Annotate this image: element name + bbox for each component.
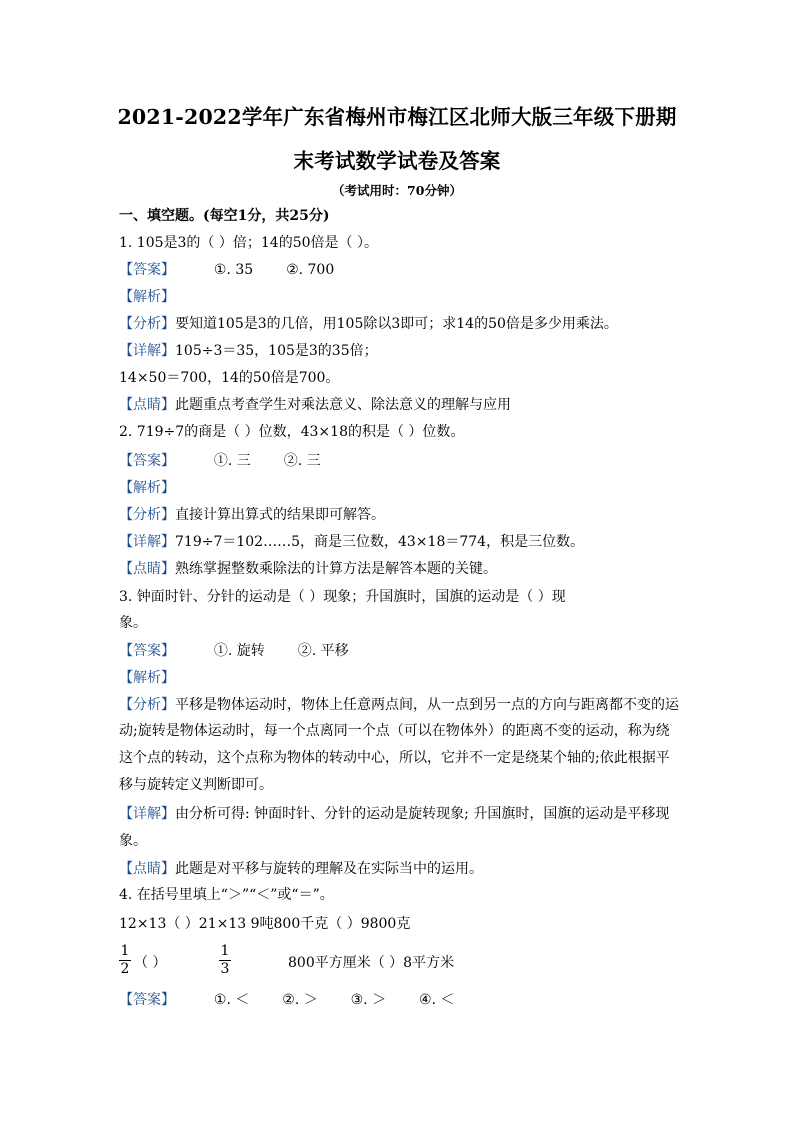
question-3-line-2: 象。	[119, 615, 147, 631]
q2-dianjing-text: 熟练掌握整数乘除法的计算方法是解答本题的关键。	[175, 561, 497, 577]
q3-fenxi	[119, 696, 679, 714]
q4-answer-4: ④. ＜	[418, 992, 455, 1008]
q3-analysis-label: 【解析】	[119, 670, 175, 686]
q4-row-2-blank: （ ）	[134, 955, 167, 971]
q4-answer-2: ②. ＞	[282, 992, 318, 1008]
q4-row-2-right: 800平方厘米（ ）8平方米	[288, 955, 455, 971]
xiangjie-label: 【详解】	[119, 343, 175, 359]
dianjing-label: 【点睛】	[119, 397, 175, 413]
exam-duration: （考试用时：70分钟）	[332, 183, 462, 198]
q1-answer-2: ②. 700	[286, 262, 335, 278]
q1-xiangjie-text-1: 105÷3＝35，105是3的35倍；	[175, 343, 378, 359]
q3-fenxi-text-2: 动;旋转是物体运动时，每一个点离同一个点（可以在物体外）的距离不变的运动，称为绕	[119, 723, 670, 739]
q2-dianjing	[119, 560, 497, 578]
fraction-numerator: 1	[220, 943, 230, 959]
xiangjie-label: 【详解】	[119, 534, 175, 550]
answer-label: 【答案】	[119, 992, 175, 1008]
q2-answer-1: ①. 三	[213, 453, 251, 469]
dianjing-label: 【点睛】	[119, 861, 175, 877]
q3-fenxi-text-4: 移与旋转定义判断即可。	[119, 777, 273, 793]
q3-answer-2: ②. 平移	[297, 643, 349, 659]
q3-answer-1: ①. 旋转	[213, 643, 265, 659]
q3-dianjing	[119, 860, 483, 878]
fraction-denominator: 2	[120, 961, 130, 977]
q3-xiangjie-text-2: 象。	[119, 833, 147, 849]
fraction-numerator: 1	[120, 943, 130, 959]
fenxi-label: 【分析】	[119, 316, 175, 332]
document-title-line-2: 末考试数学试卷及答案	[293, 149, 501, 173]
xiangjie-label: 【详解】	[119, 806, 175, 822]
document-title-line-1: 2021-2022学年广东省梅州市梅江区北师大版三年级下册期	[117, 105, 677, 129]
fraction-one-third	[219, 944, 231, 977]
q2-xiangjie-text: 719÷7＝102……5，商是三位数，43×18＝774，积是三位数。	[175, 534, 585, 550]
answer-label: 【答案】	[119, 262, 175, 278]
q1-dianjing	[119, 396, 511, 414]
q1-fenxi-text: 要知道105是3的几倍，用105除以3即可；求14的50倍是多少用乘法。	[175, 316, 618, 332]
q1-analysis-label: 【解析】	[119, 289, 175, 305]
question-4: 4. 在括号里填上“＞”“＜”或“＝”。	[119, 887, 334, 903]
question-2: 2. 719÷7的商是（ ）位数，43×18的积是（ ）位数。	[119, 424, 465, 440]
q1-answer	[119, 261, 334, 279]
answer-label: 【答案】	[119, 643, 175, 659]
q4-answer-3: ③. ＞	[350, 992, 387, 1008]
fenxi-label: 【分析】	[119, 697, 175, 713]
q3-fenxi-text-1: 平移是物体运动时，物体上任意两点间，从一点到另一点的方向与距离都不变的运	[175, 697, 679, 713]
q1-xiangjie-text-2: 14×50＝700，14的50倍是700。	[119, 370, 340, 386]
q3-xiangjie-text-1: 由分析可得: 钟面时针、分针的运动是旋转现象; 升国旗时，国旗的运动是平移现	[175, 806, 670, 822]
q1-answer-1: ①. 35	[213, 262, 254, 278]
q4-row-1: 12×13（ ）21×13 9吨800千克（ ）9800克	[119, 916, 411, 932]
q1-fenxi	[119, 315, 618, 333]
q2-xiangjie	[119, 533, 584, 551]
q1-xiangjie	[119, 342, 378, 360]
section-heading: 一、填空题。(每空1分，共25分)	[119, 208, 330, 224]
q2-fenxi	[119, 506, 385, 524]
q3-answer	[119, 642, 349, 660]
fraction-denominator: 3	[220, 961, 230, 977]
q3-fenxi-text-3: 这个点的转动，这个点称为物体的转动中心，所以，它并不一定是绕某个轴的;依此根据平	[119, 750, 670, 766]
q4-answer	[119, 991, 454, 1009]
q2-fenxi-text: 直接计算出算式的结果即可解答。	[175, 507, 385, 523]
q1-dianjing-text: 此题重点考查学生对乘法意义、除法意义的理解与应用	[175, 397, 511, 413]
fenxi-label: 【分析】	[119, 507, 175, 523]
question-1: 1. 105是3的（ ）倍；14的50倍是（ ）。	[119, 235, 378, 251]
dianjing-label: 【点睛】	[119, 561, 175, 577]
q2-analysis-label: 【解析】	[119, 480, 175, 496]
fraction-one-half	[119, 944, 131, 977]
q2-answer	[119, 452, 321, 470]
q3-dianjing-text: 此题是对平移与旋转的理解及在实际当中的运用。	[175, 861, 483, 877]
question-3-line-1: 3. 钟面时针、分针的运动是（ ）现象；升国旗时，国旗的运动是（ ）现	[119, 589, 566, 605]
answer-label: 【答案】	[119, 453, 175, 469]
q3-xiangjie	[119, 805, 669, 823]
q4-answer-1: ①. ＜	[213, 992, 250, 1008]
q2-answer-2: ②. 三	[283, 453, 321, 469]
